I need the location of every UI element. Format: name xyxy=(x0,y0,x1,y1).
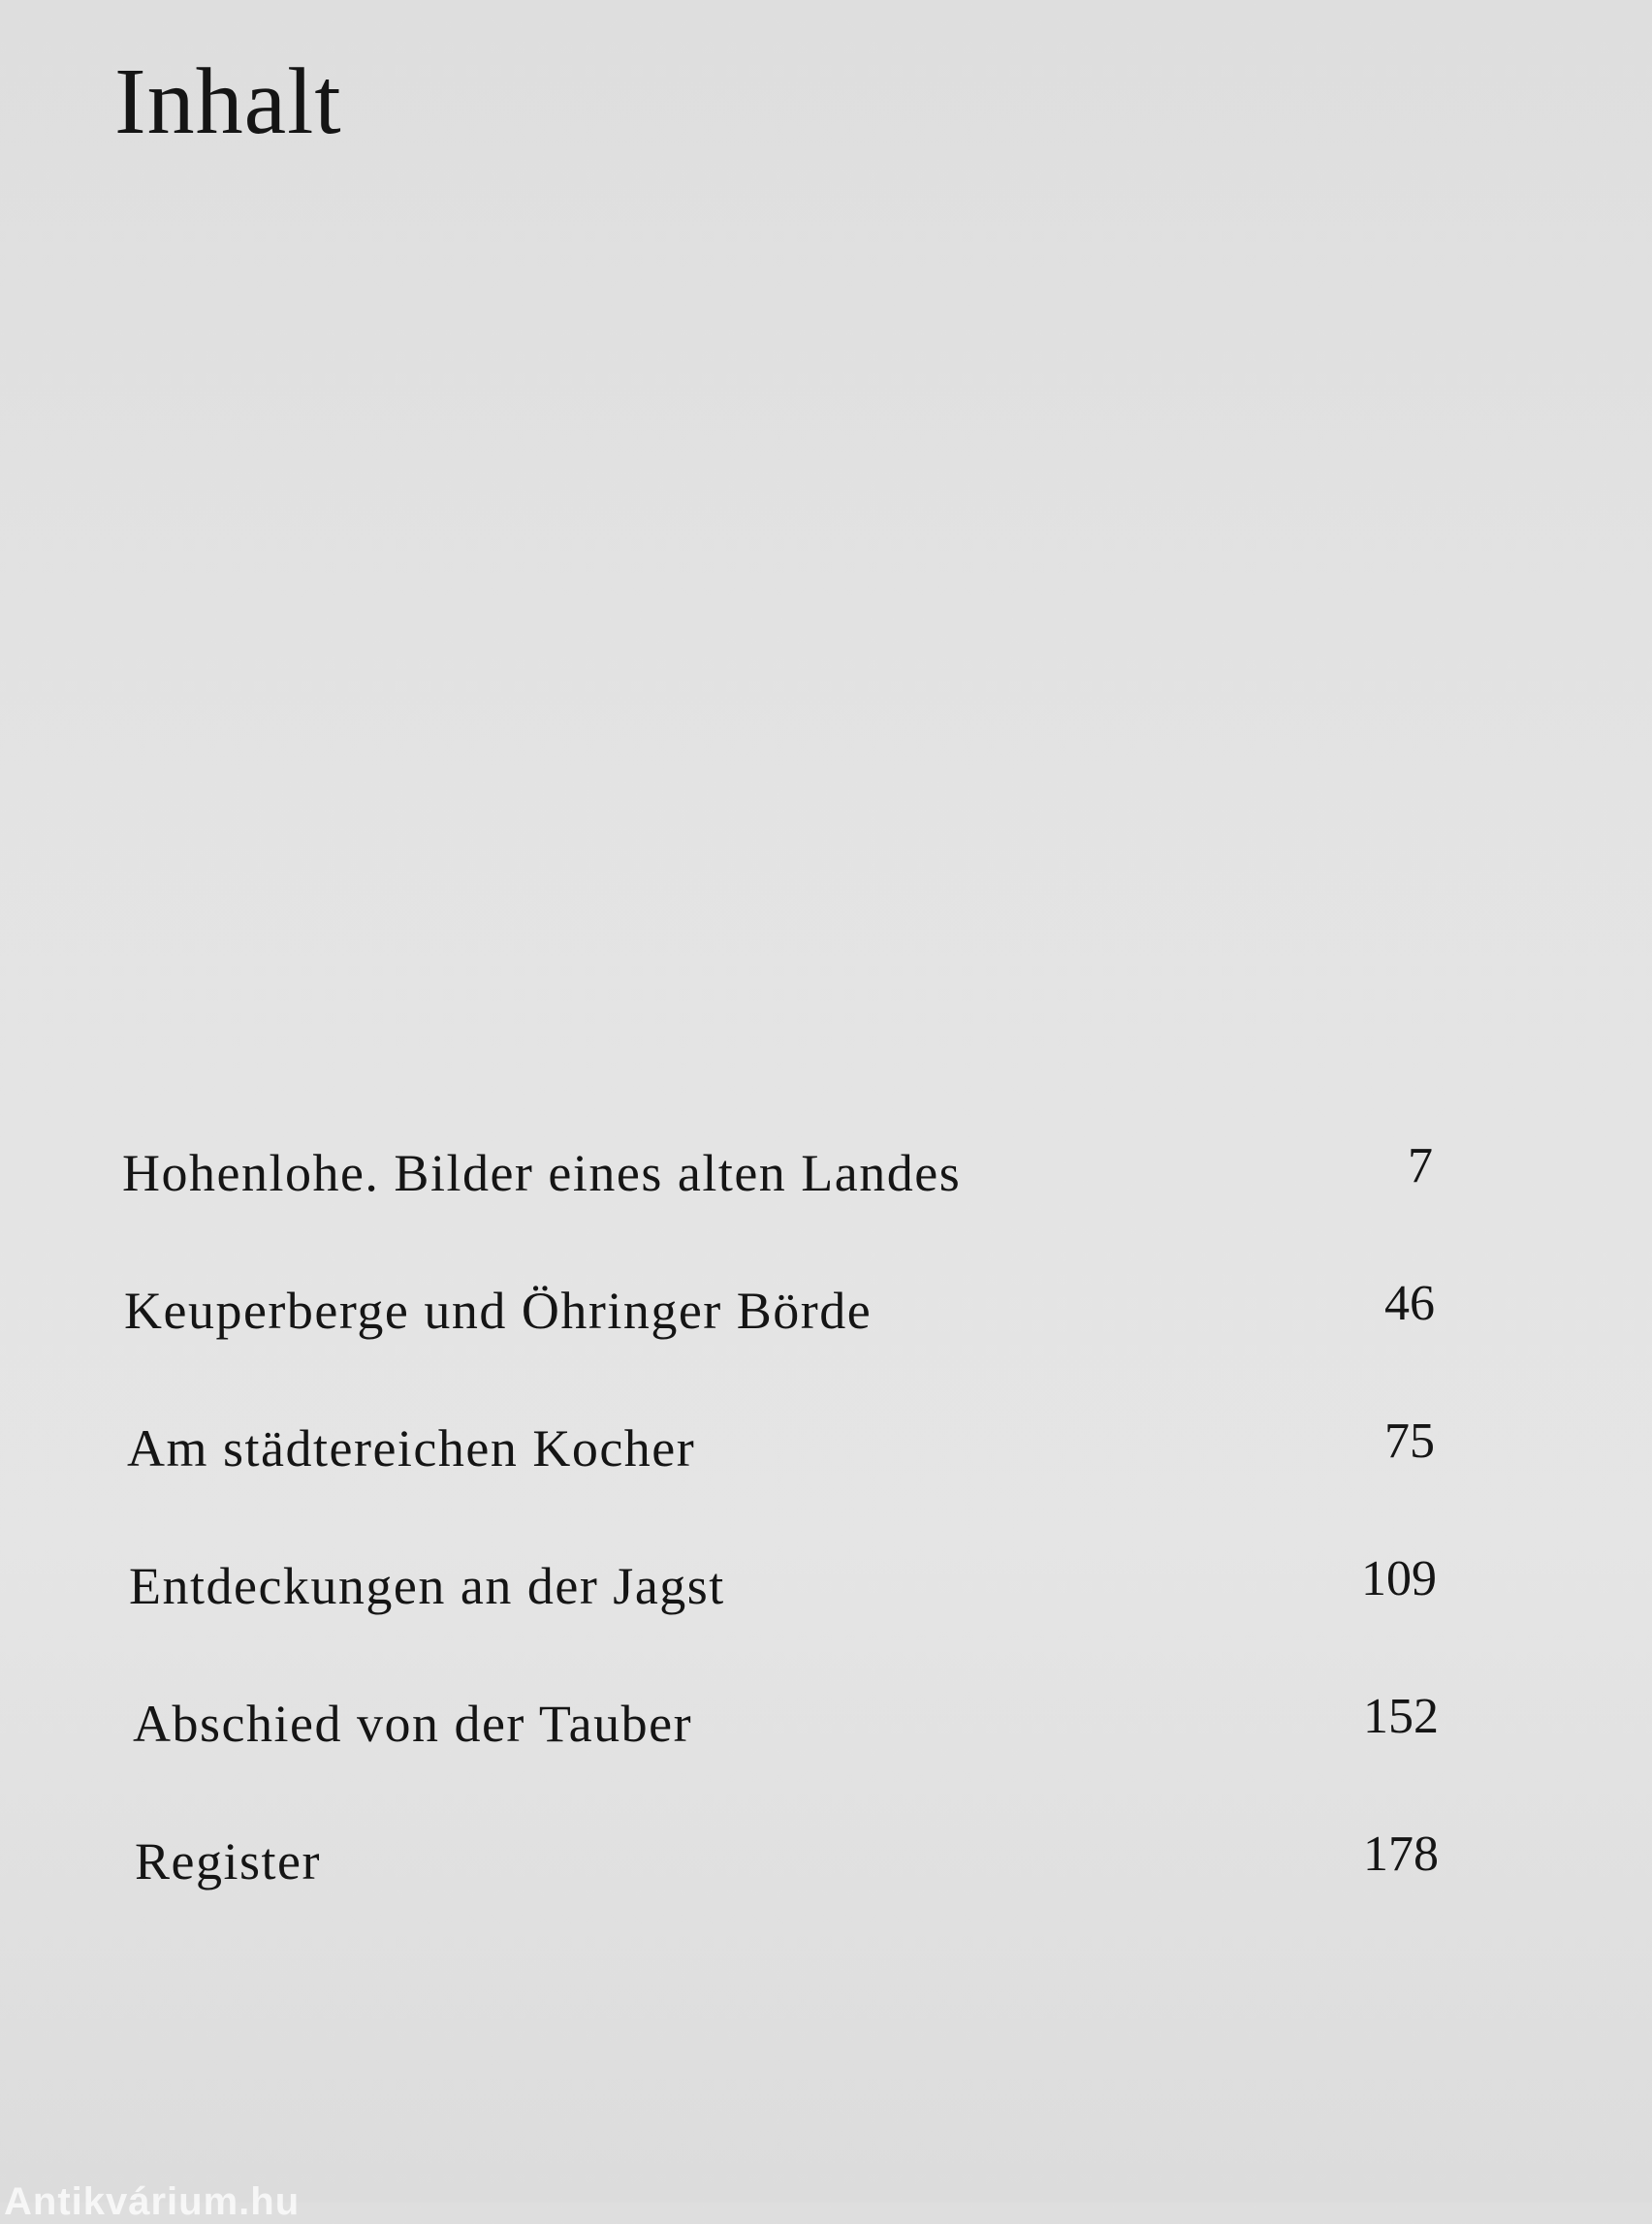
toc-entry xyxy=(0,1689,1652,1830)
toc-entry-title: Hohenlohe. Bilder eines alten Landes xyxy=(122,1144,962,1202)
toc-entry-page-number: 7 xyxy=(1408,1138,1433,1193)
toc-entry-title: Keuperberge und Öhringer Börde xyxy=(124,1282,873,1340)
toc-entry-page-number: 178 xyxy=(1363,1827,1439,1882)
toc-entry-title: Am städtereichen Kocher xyxy=(127,1419,696,1477)
toc-entry xyxy=(0,1827,1652,1968)
toc-entry-page-number: 75 xyxy=(1384,1414,1435,1469)
page-title: Inhalt xyxy=(114,49,342,154)
toc-entry-title: Register xyxy=(135,1832,321,1890)
toc-entry xyxy=(0,1276,1652,1417)
table-of-contents xyxy=(0,1138,1652,1968)
toc-entry xyxy=(0,1551,1652,1693)
toc-entry-page-number: 46 xyxy=(1384,1276,1435,1331)
toc-entry xyxy=(0,1414,1652,1555)
toc-entry-page-number: 109 xyxy=(1361,1551,1437,1606)
watermark: Antikvárium.hu xyxy=(4,2180,301,2223)
toc-entry-page-number: 152 xyxy=(1363,1689,1439,1744)
toc-entry xyxy=(0,1138,1652,1280)
toc-entry-title: Abschied von der Tauber xyxy=(133,1695,693,1753)
toc-entry-title: Entdeckungen an der Jagst xyxy=(129,1557,725,1615)
